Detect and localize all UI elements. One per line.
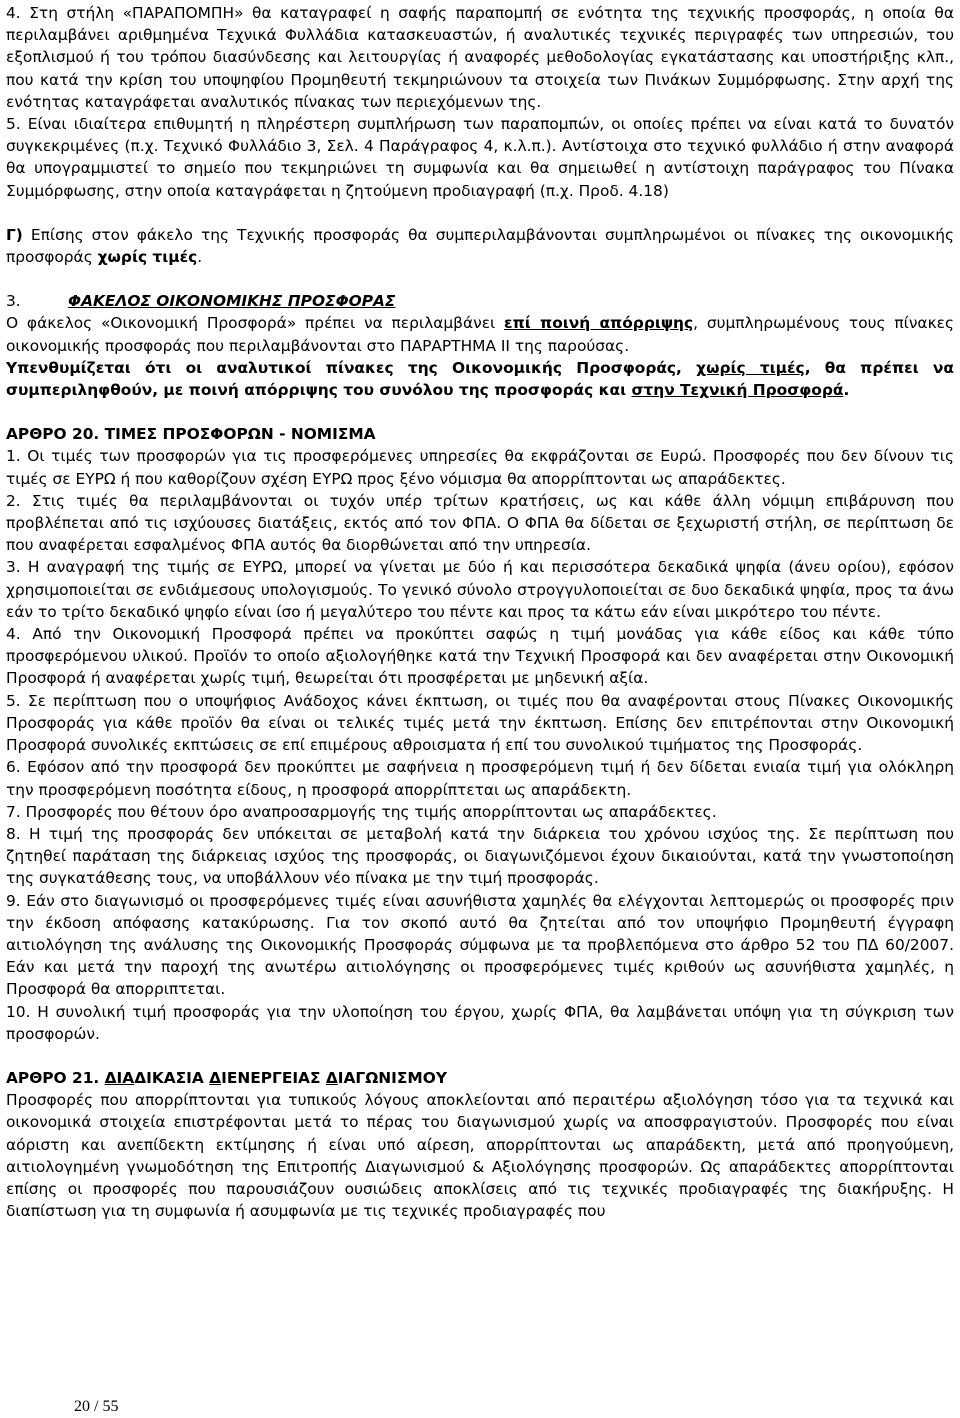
section-3-text (6, 312, 954, 356)
article-21-text: Προσφορές που απορρίπτονται για τυπικούς λόγους αποκλείονται από περαιτέρω αξιολόγηση τόσο για τα τεχνικά και οικονομικά στοιχεία επιστρέφονται μετά το πέρας του διαγωνισμού χωρίς να αποσφραγιστούν. Προσφορές που είναι αόριστη και ανεπίδεκτη εκτίμησης ή είναι υπό αίρεση, απορρίπτονται ως απαράδεκτη, μετά από προηγούμενη, αιτιολογημένη γνωμοδότηση της Επιτροπής Διαγωνισμού & Αξιολόγησης προσφορών. Ως απαράδεκτες απορρίπτονται επίσης οι προσφορές που παρουσιάζουν ουσιώδεις αποκλίσεις από τις τεχνικές προδιαγραφές της διακήρυξης. Η διαπίστωση για τη συμφωνία ή ασυμφωνία με τις τεχνικές προδιαγραφές που (6, 1091, 954, 1221)
section-3-heading (6, 290, 954, 312)
section-3-title: ΦΑΚΕΛΟΣ ΟΙΚΟΝΟΜΙΚΗΣ ΠΡΟΣΦΟΡΑΣ (68, 292, 396, 311)
article-20-item: 3. Η αναγραφή της τιμής σε ΕΥΡΩ, μπορεί να γίνεται με δύο ή και περισσότερα δεκαδικά ψηφία (άνευ ορίου), εφόσον χρησιμοποιείται σε ενδιάμεσους υπολογισμούς. Το γενικό σύνολο στρογγυλοποιείται σε δυο δεκαδικά ψηφία, προς τα άνω εάν το τρίτο δεκαδικό ψηφίο είναι ίσο ή μεγαλύτερο του πέντε και προς τα κάτω εάν είναι μικρότερο του πέντε. (6, 558, 954, 621)
gamma-bold-text: χωρίς τιμές (97, 248, 198, 267)
article-20-item: 4. Από την Οικονομική Προσφορά πρέπει να προκύπτει σαφώς η τιμή μονάδας για κάθε είδος και κάθε τύπο προσφερόμενου υλικού. Προϊόν το οποίο αξιολογήθηκε κατά την Τεχνική Προσφορά και δεν αναφέρεται στην Οικονομική Προσφορά ή αναφέρεται χωρίς τιμή, θεωρείται ότι προσφέρεται με μηδενική αξία. (6, 625, 954, 688)
article-20-item: 9. Εάν στο διαγωνισμό οι προσφερόμενες τιμές είναι ασυνήθιστα χαμηλές θα ελέγχονται λεπτομερώς οι προσφορές πριν την έκδοση απόφασης κατακύρωσης. Για τον σκοπό αυτό θα ζητείται από τον υποψήφιο Προμηθευτή έγγραφη αιτιολόγηση της ανάλυσης της Οικονομικής Προσφοράς σύμφωνα με τα προβλεπόμενα στο άρθρο 52 του ΠΔ 60/2007. Εάν και μετά την παροχή της ανωτέρω αιτιολόγησης οι προσφερόμενες τιμές κριθούν ως ασυνήθιστα χαμηλές, η Προσφορά θα απορριπτεται. (6, 891, 954, 999)
article-21-title (6, 1067, 954, 1089)
paragraph-4: 4. Στη στήλη «ΠΑΡΑΠΟΜΠΗ» θα καταγραφεί η σαφής παραπομπή σε ενότητα της τεχνικής προσφοράς, η οποία θα περιλαμβάνει αριθμημένα Τεχνικά Φυλλάδια κατασκευαστών, ή αναλυτικές τεχνικές περιγραφές των υπηρεσιών, του εξοπλισμού ή του τρόπου διασύνδεσης και λειτουργίας ή αναφορές μεθοδολογίας εγκατάστασης και υποστήριξης κλπ., που κατά την κρίση του υποψηφίου Προμηθευτή τεκμηριώνουν τα στοιχεία των Πινάκων Συμμόρφωσης. Στην αρχή της ενότητας καταγράφεται αναλυτικός πίνακας των περιεχόμενων της. (6, 4, 954, 111)
article-20-title: ΑΡΘΡΟ 20. ΤΙΜΕΣ ΠΡΟΣΦΟΡΩΝ - ΝΟΜΙΣΜΑ (6, 425, 376, 444)
reminder-a: Υπενθυμίζεται ότι οι αναλυτικοί πίνακες της Οικονομικής Προσφοράς, (6, 358, 697, 377)
article-20-item: 5. Σε περίπτωση που ο υποψήφιος Ανάδοχος κάνει έκπτωση, οι τιμές που θα αναφέρονται στους Πίνακες Οικονομικής Προσφοράς για κάθε προϊόν θα είναι οι τελικές τιμές μετά την έκπτωση. Επίσης δεν επιτρέπονται στην Οικονομική Προσφορά συνολικές εκπτώσεις σε επί επιμέρους αθροισματα ή επί του συνολικού τιμήματος της Προσφοράς. (6, 691, 954, 755)
article-21-title-c: ΙΕΝΕΡΓΕΙΑΣ (221, 1068, 326, 1087)
gamma-label: Γ) (6, 225, 23, 244)
document-page (6, 2, 954, 1222)
reminder-b: , θα πρέπει να συμπεριληφθούν, με ποινή απόρριψης του συνόλου της προσφοράς και (6, 358, 954, 400)
reminder-underline-1: χωρίς τιμές (696, 358, 805, 377)
paragraph-gamma (6, 224, 954, 268)
section-3-number: 3. (6, 292, 21, 311)
article-20-item: 8. Η τιμή της προσφοράς δεν υπόκειται σε μεταβολή κατά την διάρκεια του χρόνου ισχύος της. Σε περίπτωση που ζητηθεί παράταση της διάρκειας ισχύος της προσφοράς, οι διαγωνιζόμενοι έχουν δικαιούνται, κατά την γνωστοποίηση της συγκατάθεσης τους, να υποβάλλουν νέο πίνακα με την τιμή προσφοράς. (6, 824, 954, 888)
page-number: 20 / 55 (74, 1398, 119, 1415)
section-3-text-b: , συμπληρωμένους τους πίνακες οικονομικής προσφοράς που περιλαμβάνονται στο ΠΑΡΑΡΤΗΜΑ ΙΙ της παρούσας. (6, 314, 954, 355)
article-21-title-b: ΔΙΚΑΣΙΑ (134, 1068, 210, 1087)
section-3-reminder (6, 357, 954, 401)
article-21-title-a: ΑΡΘΡΟ 21. (6, 1068, 105, 1087)
article-20-item: 6. Εφόσον από την προσφορά δεν προκύπτει με σαφήνεια η προσφερόμενη τιμή ή δεν δίδεται ενιαία τιμή για ολόκληρη την προσφερόμενη ποσότητα είδους, η προσφορά απορρίπτεται ως απαράδεκτη. (6, 758, 954, 799)
section-3-penalty: επί ποινή απόρριψης (504, 314, 694, 333)
reminder-end: . (843, 381, 850, 400)
gamma-end: . (197, 248, 203, 267)
article-20-item: 1. Οι τιμές των προσφορών για τις προσφερόμενες υπηρεσίες θα εκφράζονται σε Ευρώ. Προσφορές που δεν δίνουν τις τιμές σε ΕΥΡΩ ή που καθορίζουν σχέση ΕΥΡΩ προς ξένο νόμισμα θα απορρίπτονται ως απαράδεκτες. (6, 447, 954, 488)
article-21-title-u3: Δ (325, 1068, 338, 1087)
article-21-title-u2: Δ (209, 1068, 222, 1087)
article-20-item: 7. Προσφορές που θέτουν όρο αναπροσαρμογής της τιμής απορρίπτονται ως απαράδεκτες. (6, 802, 717, 821)
article-21-title-u: ΔΙΑ (104, 1068, 135, 1087)
gamma-text: Επίσης στον φάκελο της Τεχνικής προσφοράς θα συμπεριλαμβάνονται συμπληρωμένοι οι πίνακες της οικονομικής προσφοράς (6, 225, 954, 267)
section-3-text-a: Ο φάκελος «Οικονομική Προσφορά» πρέπει να περιλαμβάνει (6, 314, 505, 333)
paragraph-5: 5. Είναι ιδιαίτερα επιθυμητή η πληρέστερη συμπλήρωση των παραπομπών, οι οποίες πρέπει να είναι κατά το δυνατόν συγκεκριμένες (π.χ. Τεχνικό Φυλλάδιο 3, Σελ. 4 Παράγραφος 4, κ.λ.π.). Αντίστοιχα στο τεχνικό φυλλάδιο ή στην αναφορά θα υπογραμμιστεί το σημείο που τεκμηριώνει τη συμφωνία και θα σημειωθεί η αντίστοιχη παράγραφος του Πίνακα Συμμόρφωσης, στην οποία καταγράφεται η ζητούμενη προδιαγραφή (π.χ. Προδ. 4.18) (6, 115, 954, 200)
article-20-item: 2. Στις τιμές θα περιλαμβάνονται οι τυχόν υπέρ τρίτων κρατήσεις, ως και κάθε άλλη νόμιμη επιβάρυνση που προβλέπεται από τις ισχύουσες διατάξεις, εκτός από τον ΦΠΑ. Ο ΦΠΑ θα δίδεται σε ξεχωριστή στήλη, σε περίπτωση δε που αναφέρεται εσφαλμένος ΦΠΑ αυτός θα διορθώνεται από την υπηρεσία. (6, 491, 954, 555)
reminder-underline-2: στην Τεχνική Προσφορά (631, 381, 844, 400)
article-21-title-d: ΙΑΓΩΝΙΣΜΟΥ (337, 1068, 447, 1087)
article-20-item: 10. Η συνολική τιμή προσφοράς για την υλοποίηση του έργου, χωρίς ΦΠΑ, θα λαμβάνεται υπόψη για τη σύγκριση των προσφορών. (6, 1002, 954, 1043)
